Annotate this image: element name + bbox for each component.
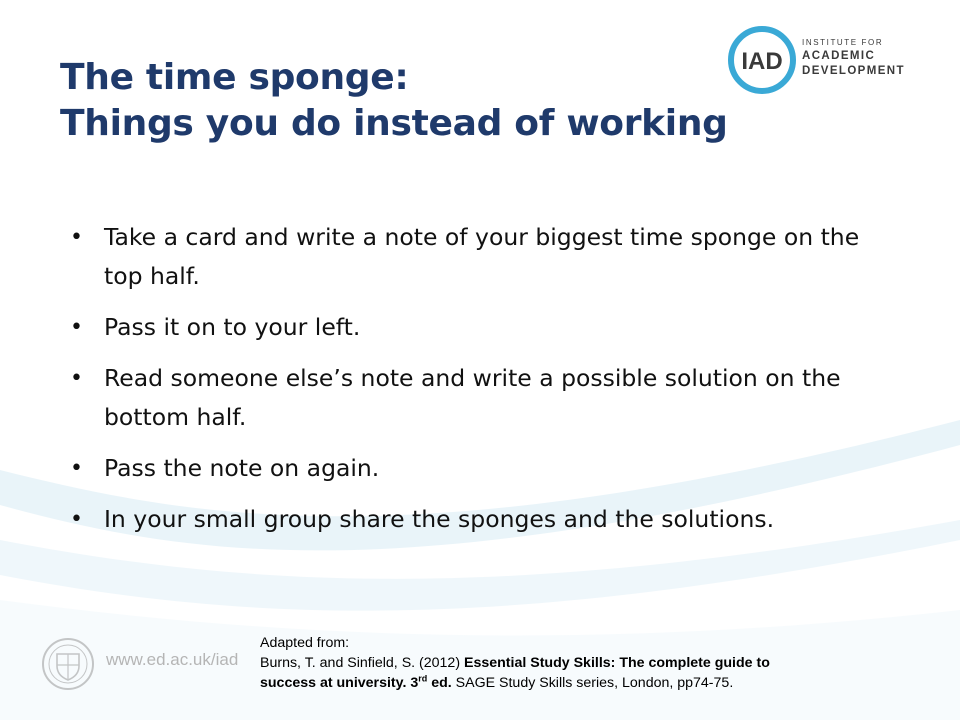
bullet-text: Pass the note on again. bbox=[104, 454, 380, 482]
logo-line-3: DEVELOPMENT bbox=[802, 65, 905, 77]
iad-logo-ring-icon bbox=[726, 24, 798, 96]
slide-title bbox=[60, 55, 728, 147]
bullet-dot: • bbox=[70, 507, 83, 532]
slide-title-line-2: Things you do instead of working bbox=[60, 103, 728, 144]
bullet-dot: • bbox=[70, 456, 83, 481]
bullet-text: In your small group share the sponges and the solutions. bbox=[104, 505, 775, 533]
reference-intro: Adapted from: bbox=[260, 635, 350, 651]
bullet-dot: • bbox=[70, 315, 83, 340]
logo-line-1: INSTITUTE FOR bbox=[802, 38, 884, 47]
reference-book-title-cont: success at university. 3 bbox=[260, 675, 419, 691]
bullet-item bbox=[66, 449, 866, 488]
reference-edition-sup: rd bbox=[418, 673, 428, 684]
bullet-item bbox=[66, 359, 866, 437]
reference-block bbox=[260, 633, 950, 693]
bullet-list bbox=[66, 218, 866, 551]
bullet-text: Read someone else’s note and write a possible solution on the bottom half. bbox=[104, 364, 841, 431]
logo-wordmark bbox=[802, 37, 905, 79]
reference-line-2 bbox=[260, 673, 950, 693]
bullet-text: Pass it on to your left. bbox=[104, 313, 361, 341]
logo-line-2: ACADEMIC bbox=[802, 50, 876, 62]
bullet-item bbox=[66, 500, 866, 539]
bullet-item bbox=[66, 218, 866, 296]
reference-book-title: Essential Study Skills: The complete guide to bbox=[464, 655, 770, 671]
bullet-item bbox=[66, 308, 866, 347]
logo-abbr: IAD bbox=[741, 48, 783, 75]
reference-authors: Burns, T. and Sinfield, S. (2012) bbox=[260, 655, 464, 671]
reference-edition-tail: ed. bbox=[427, 675, 452, 691]
reference-publisher: SAGE Study Skills series, London, pp74-75. bbox=[451, 675, 734, 691]
slide-title-line-1: The time sponge: bbox=[60, 57, 409, 98]
bullet-dot: • bbox=[70, 225, 83, 250]
iad-logo bbox=[726, 24, 916, 96]
reference-line-1 bbox=[260, 653, 950, 673]
footer-url: www.ed.ac.uk/iad bbox=[106, 650, 239, 669]
bullet-dot: • bbox=[70, 366, 83, 391]
university-crest-icon bbox=[40, 636, 96, 692]
bullet-text: Take a card and write a note of your biggest time sponge on the top half. bbox=[104, 223, 860, 290]
